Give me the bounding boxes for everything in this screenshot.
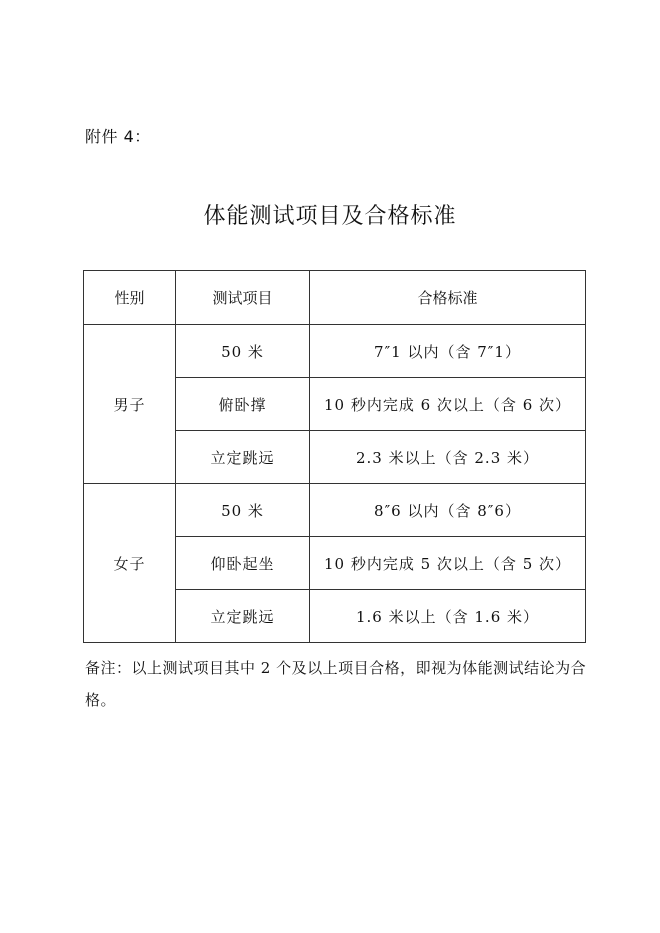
standard-cell: 8″6 以内（含 8″6） [310, 484, 586, 537]
standard-cell: 2.3 米以上（含 2.3 米） [310, 431, 586, 484]
standard-cell: 10 秒内完成 6 次以上（含 6 次） [310, 378, 586, 431]
table-header-row [84, 271, 586, 325]
gender-cell-male: 男子 [84, 325, 176, 484]
header-test-item: 测试项目 [176, 271, 310, 325]
document-title: 体能测试项目及合格标准 [203, 204, 457, 229]
gender-cell-female: 女子 [84, 484, 176, 643]
fitness-standards-table [83, 270, 586, 643]
table-row [84, 325, 586, 378]
test-item-cell: 立定跳远 [176, 431, 310, 484]
test-item-cell: 仰卧起坐 [176, 537, 310, 590]
header-pass-standard: 合格标准 [310, 271, 586, 325]
attachment-label: 附件 4： [85, 127, 151, 146]
test-item-cell: 50 米 [176, 484, 310, 537]
test-item-cell: 50 米 [176, 325, 310, 378]
remark-note: 备注：以上测试项目其中 2 个及以上项目合格，即视为体能测试结论为合格。 [85, 659, 587, 709]
test-item-cell: 俯卧撑 [176, 378, 310, 431]
table-row [84, 484, 586, 537]
standard-cell: 1.6 米以上（含 1.6 米） [310, 590, 586, 643]
standard-cell: 7″1 以内（含 7″1） [310, 325, 586, 378]
header-gender: 性别 [84, 271, 176, 325]
standard-cell: 10 秒内完成 5 次以上（含 5 次） [310, 537, 586, 590]
test-item-cell: 立定跳远 [176, 590, 310, 643]
